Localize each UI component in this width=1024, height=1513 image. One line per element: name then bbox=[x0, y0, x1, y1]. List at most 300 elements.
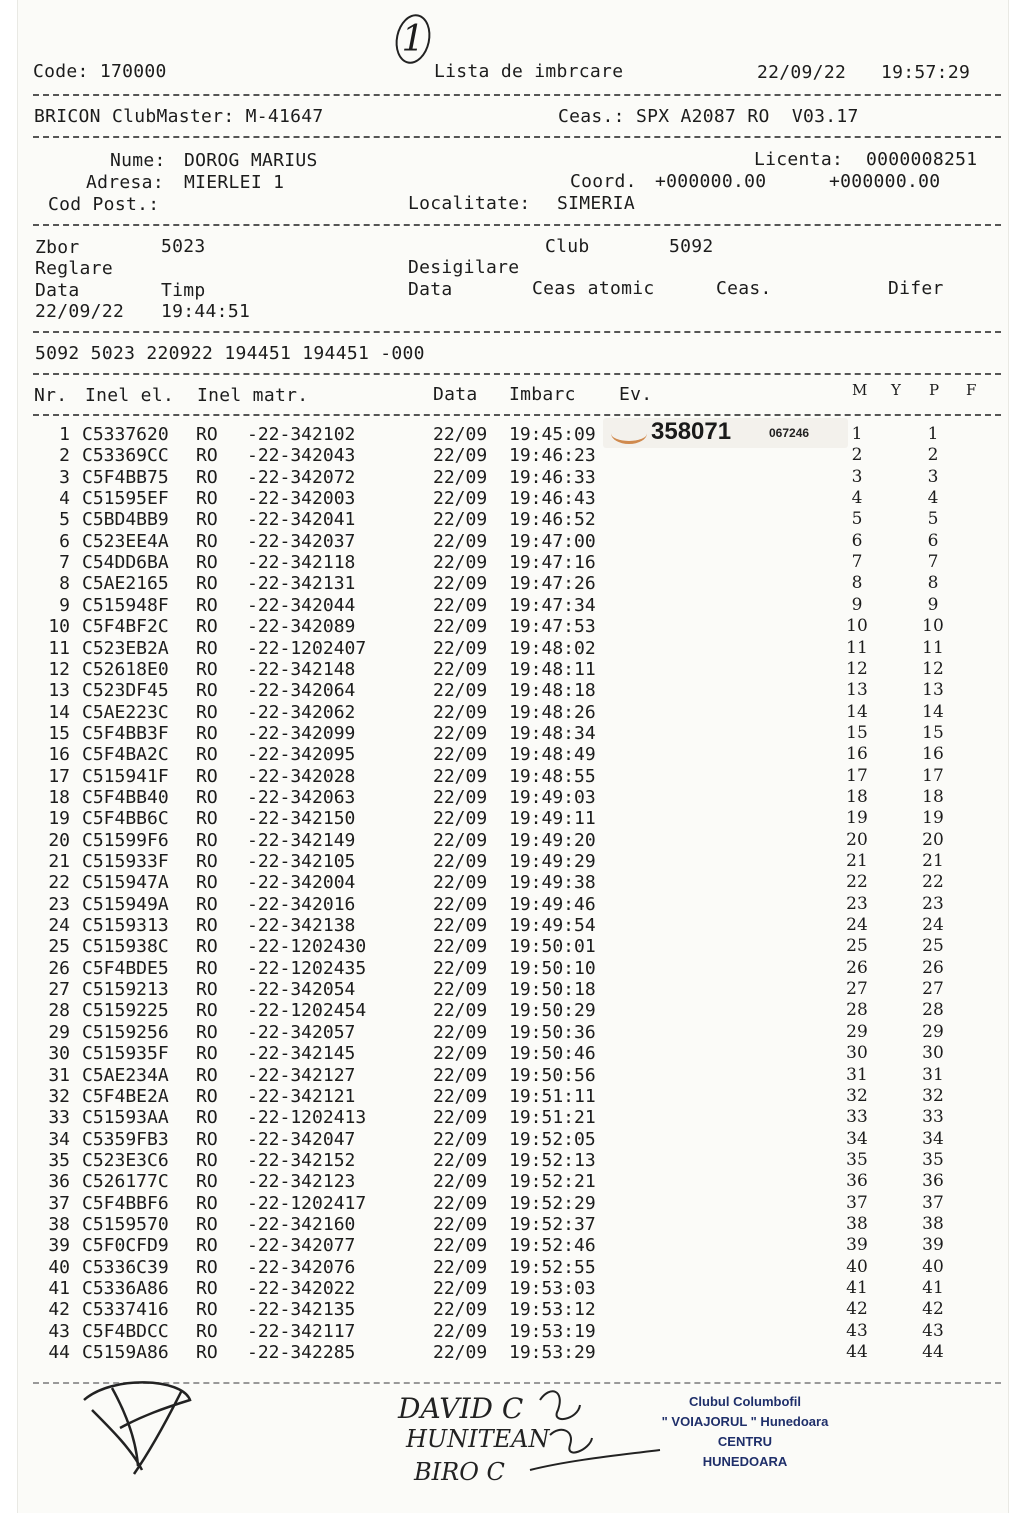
address-label: Adresa: bbox=[86, 172, 164, 193]
device-info: BRICON ClubMaster: M-41647 bbox=[34, 106, 324, 127]
p-value: 43 bbox=[922, 1320, 944, 1341]
separator bbox=[33, 136, 1001, 138]
ring-number: -22-342072 bbox=[247, 466, 356, 488]
table-row bbox=[0, 979, 1024, 1000]
ring-country: RO bbox=[196, 744, 218, 766]
row-number: 34 bbox=[48, 1128, 70, 1150]
p-value: 19 bbox=[922, 808, 944, 829]
p-value: 13 bbox=[922, 680, 944, 701]
basket-time: 19:52:13 bbox=[509, 1149, 596, 1171]
basket-time: 19:52:46 bbox=[509, 1235, 596, 1257]
m-value: 21 bbox=[846, 851, 868, 871]
ring-country: RO bbox=[196, 1171, 218, 1193]
m-value: 18 bbox=[846, 786, 868, 807]
table-row bbox=[0, 1022, 1024, 1043]
ring-number: -22-1202413 bbox=[247, 1107, 367, 1129]
ring-number: -22-342099 bbox=[247, 722, 356, 744]
table-row bbox=[0, 958, 1024, 979]
ring-number: -22-1202430 bbox=[247, 936, 367, 958]
p-value: 37 bbox=[922, 1192, 944, 1213]
col-data: Data bbox=[433, 384, 478, 405]
data-label: Data bbox=[35, 280, 80, 301]
m-value: 4 bbox=[851, 488, 863, 509]
seal-number: 358071 bbox=[651, 418, 732, 445]
p-value: 36 bbox=[922, 1171, 944, 1192]
basket-date: 22/09 bbox=[433, 1299, 488, 1321]
p-value: 17 bbox=[922, 765, 944, 786]
basket-time: 19:53:29 bbox=[509, 1342, 596, 1364]
p-value: 1 bbox=[927, 424, 939, 444]
separator bbox=[33, 94, 1001, 96]
table-row bbox=[0, 488, 1024, 509]
ring-country: RO bbox=[196, 1320, 218, 1342]
ring-country: RO bbox=[196, 765, 218, 787]
ring-country: RO bbox=[196, 915, 218, 937]
ring-country: RO bbox=[196, 786, 218, 808]
m-value: 11 bbox=[846, 637, 868, 658]
table-row bbox=[0, 702, 1024, 723]
ring-number: -22-342095 bbox=[247, 744, 356, 766]
row-number: 15 bbox=[48, 722, 70, 744]
security-seal-label bbox=[603, 418, 848, 448]
table-row bbox=[0, 1321, 1024, 1342]
club-stamp-line-1: Clubul Columbofil bbox=[689, 1394, 801, 1409]
p-value: 35 bbox=[922, 1149, 944, 1170]
basket-time: 19:46:33 bbox=[509, 466, 596, 488]
electronic-ring: C5159213 bbox=[82, 979, 169, 1001]
basket-date: 22/09 bbox=[433, 1235, 488, 1257]
ring-number: -22-342041 bbox=[247, 509, 356, 531]
basket-time: 19:51:21 bbox=[509, 1107, 596, 1129]
col-ev: Ev. bbox=[619, 384, 653, 405]
col-p: P bbox=[929, 381, 940, 399]
zbor-value: 5023 bbox=[161, 236, 206, 257]
row-number: 13 bbox=[48, 680, 70, 702]
electronic-ring: C5F4BB3F bbox=[82, 722, 169, 744]
basket-date: 22/09 bbox=[433, 573, 488, 595]
row-number: 35 bbox=[48, 1149, 70, 1171]
ring-country: RO bbox=[196, 1192, 218, 1214]
basket-date: 22/09 bbox=[433, 744, 488, 766]
electronic-ring: C53369CC bbox=[82, 445, 169, 467]
club-value: 5092 bbox=[669, 236, 714, 257]
ring-number: -22-342004 bbox=[247, 872, 356, 894]
basket-date: 22/09 bbox=[433, 1320, 488, 1342]
basket-date: 22/09 bbox=[433, 530, 488, 552]
ring-number: -22-342135 bbox=[247, 1299, 356, 1321]
ring-number: -22-342022 bbox=[247, 1278, 356, 1299]
col-y: Y bbox=[891, 381, 901, 399]
basket-date: 22/09 bbox=[433, 637, 488, 659]
basket-date: 22/09 bbox=[433, 424, 488, 445]
basket-date: 22/09 bbox=[433, 658, 488, 680]
row-number: 10 bbox=[48, 616, 70, 638]
p-value: 41 bbox=[922, 1278, 944, 1298]
set-time: 19:44:51 bbox=[161, 301, 251, 322]
table-row bbox=[0, 616, 1024, 637]
row-number: 1 bbox=[59, 424, 70, 445]
basket-time: 19:50:29 bbox=[509, 1000, 596, 1022]
m-value: 43 bbox=[846, 1320, 868, 1341]
ring-number: -22-342105 bbox=[247, 851, 356, 872]
p-value: 33 bbox=[922, 1107, 944, 1128]
table-row bbox=[0, 638, 1024, 659]
locality: SIMERIA bbox=[557, 193, 635, 214]
table-row bbox=[0, 808, 1024, 829]
electronic-ring: C5F4BB75 bbox=[82, 466, 169, 488]
data2-label: Data bbox=[408, 279, 453, 300]
basket-date: 22/09 bbox=[433, 808, 488, 830]
table-row bbox=[0, 766, 1024, 787]
ring-country: RO bbox=[196, 1085, 218, 1107]
m-value: 3 bbox=[851, 466, 863, 487]
table-row bbox=[0, 1129, 1024, 1150]
electronic-ring: C5337416 bbox=[82, 1299, 169, 1321]
p-value: 39 bbox=[922, 1235, 944, 1256]
ring-country: RO bbox=[196, 1213, 218, 1235]
row-number: 6 bbox=[59, 530, 70, 552]
code-line: 5092 5023 220922 194451 194451 -000 bbox=[35, 343, 425, 364]
ring-country: RO bbox=[196, 851, 218, 872]
p-value: 32 bbox=[922, 1085, 944, 1106]
row-number: 16 bbox=[48, 744, 70, 766]
table-row bbox=[0, 744, 1024, 765]
p-value: 7 bbox=[927, 552, 939, 573]
club-stamp bbox=[620, 1392, 870, 1472]
row-number: 31 bbox=[48, 1064, 70, 1086]
seal-mark bbox=[611, 423, 647, 444]
row-number: 4 bbox=[59, 488, 70, 510]
m-value: 2 bbox=[851, 445, 863, 466]
separator bbox=[33, 414, 1001, 416]
m-value: 10 bbox=[846, 616, 868, 637]
electronic-ring: C523EB2A bbox=[82, 637, 169, 659]
ring-country: RO bbox=[196, 466, 218, 488]
basket-time: 19:48:18 bbox=[509, 680, 596, 702]
row-number: 22 bbox=[48, 872, 70, 894]
row-number: 32 bbox=[48, 1085, 70, 1107]
electronic-ring: C54DD6BA bbox=[82, 552, 169, 574]
ring-country: RO bbox=[196, 701, 218, 723]
ring-country: RO bbox=[196, 1256, 218, 1278]
row-number: 12 bbox=[48, 658, 70, 680]
ring-number: -22-1202435 bbox=[247, 957, 367, 979]
row-number: 18 bbox=[48, 786, 70, 808]
table-row bbox=[0, 445, 1024, 466]
m-value: 36 bbox=[846, 1171, 868, 1192]
ring-number: -22-342102 bbox=[247, 424, 356, 445]
row-number: 24 bbox=[48, 915, 70, 937]
row-number: 3 bbox=[59, 466, 70, 488]
basket-date: 22/09 bbox=[433, 1000, 488, 1022]
m-value: 28 bbox=[846, 1000, 868, 1021]
row-number: 42 bbox=[48, 1299, 70, 1321]
electronic-ring: C523EE4A bbox=[82, 530, 169, 552]
basket-time: 19:47:26 bbox=[509, 573, 596, 595]
p-value: 21 bbox=[922, 851, 944, 871]
basket-time: 19:51:11 bbox=[509, 1085, 596, 1107]
club-stamp-line-4: HUNEDOARA bbox=[702, 1454, 788, 1469]
electronic-ring: C5BD4BB9 bbox=[82, 509, 169, 531]
electronic-ring: C5F4BDCC bbox=[82, 1320, 169, 1342]
basket-time: 19:49:46 bbox=[509, 893, 596, 915]
basket-time: 19:53:12 bbox=[509, 1299, 596, 1321]
electronic-ring: C5159313 bbox=[82, 915, 169, 937]
table-row bbox=[0, 1150, 1024, 1171]
ring-country: RO bbox=[196, 1021, 218, 1043]
table-row bbox=[0, 509, 1024, 530]
electronic-ring: C5F4BF2C bbox=[82, 616, 169, 638]
timp-label: Timp bbox=[161, 280, 206, 301]
table-row bbox=[0, 1278, 1024, 1299]
basket-date: 22/09 bbox=[433, 488, 488, 510]
electronic-ring: C52618E0 bbox=[82, 658, 169, 680]
p-value: 6 bbox=[927, 530, 939, 551]
electronic-ring: C515948F bbox=[82, 594, 169, 616]
p-value: 23 bbox=[922, 893, 944, 914]
electronic-ring: C5F4BB40 bbox=[82, 786, 169, 808]
basket-time: 19:49:38 bbox=[509, 872, 596, 894]
ring-number: -22-342064 bbox=[247, 680, 356, 702]
m-value: 25 bbox=[846, 936, 868, 957]
ring-number: -22-342121 bbox=[247, 1085, 356, 1107]
zbor-label: Zbor bbox=[35, 237, 80, 258]
p-value: 10 bbox=[922, 616, 944, 637]
difference-label: Difer bbox=[888, 278, 944, 299]
desigilare-label: Desigilare bbox=[408, 257, 520, 278]
basket-date: 22/09 bbox=[433, 936, 488, 958]
basket-time: 19:48:02 bbox=[509, 637, 596, 659]
table-row bbox=[0, 680, 1024, 701]
m-value: 27 bbox=[846, 979, 868, 1000]
ring-country: RO bbox=[196, 1128, 218, 1150]
signature-line-3: BIRO C bbox=[414, 1458, 505, 1486]
table-row bbox=[0, 595, 1024, 616]
signature-line-2: HUNITEAN bbox=[406, 1425, 550, 1453]
row-number: 29 bbox=[48, 1021, 70, 1043]
m-value: 14 bbox=[846, 701, 868, 722]
ring-country: RO bbox=[196, 1342, 218, 1364]
basket-time: 19:52:21 bbox=[509, 1171, 596, 1193]
electronic-ring: C51599F6 bbox=[82, 829, 169, 851]
m-value: 30 bbox=[846, 1043, 868, 1064]
ring-number: -22-342076 bbox=[247, 1256, 356, 1278]
ring-number: -22-342127 bbox=[247, 1064, 356, 1086]
basket-time: 19:48:11 bbox=[509, 658, 596, 680]
row-number: 41 bbox=[48, 1278, 70, 1299]
p-value: 9 bbox=[927, 594, 939, 615]
p-value: 38 bbox=[922, 1213, 944, 1234]
basket-date: 22/09 bbox=[433, 829, 488, 851]
row-number: 19 bbox=[48, 808, 70, 830]
ring-country: RO bbox=[196, 979, 218, 1001]
table-row bbox=[0, 894, 1024, 915]
circle-mark bbox=[391, 11, 435, 67]
table-row bbox=[0, 723, 1024, 744]
row-number: 43 bbox=[48, 1320, 70, 1342]
m-value: 34 bbox=[846, 1128, 868, 1149]
p-value: 42 bbox=[922, 1299, 944, 1320]
separator bbox=[33, 373, 1001, 375]
ring-number: -22-342138 bbox=[247, 915, 356, 937]
clock-info: Ceas.: SPX A2087 RO V03.17 bbox=[558, 106, 859, 127]
col-inel-el: Inel el. bbox=[85, 385, 175, 406]
table-row bbox=[0, 1043, 1024, 1064]
set-date: 22/09/22 bbox=[35, 301, 125, 322]
basket-time: 19:49:29 bbox=[509, 851, 596, 872]
coord-2: +000000.00 bbox=[829, 171, 941, 192]
handwritten-number-text: 1 bbox=[401, 18, 425, 60]
p-value: 44 bbox=[922, 1342, 944, 1363]
basket-time: 19:52:29 bbox=[509, 1192, 596, 1214]
row-number: 17 bbox=[48, 765, 70, 787]
ring-number: -22-342047 bbox=[247, 1128, 356, 1150]
electronic-ring: C5F0CFD9 bbox=[82, 1235, 169, 1257]
ring-country: RO bbox=[196, 829, 218, 851]
basket-time: 19:50:18 bbox=[509, 979, 596, 1001]
m-value: 44 bbox=[846, 1342, 868, 1363]
table-row bbox=[0, 1107, 1024, 1128]
ring-country: RO bbox=[196, 808, 218, 830]
ring-country: RO bbox=[196, 424, 218, 445]
basket-time: 19:46:52 bbox=[509, 509, 596, 531]
basket-date: 22/09 bbox=[433, 552, 488, 574]
electronic-ring: C5F4BE2A bbox=[82, 1085, 169, 1107]
basket-date: 22/09 bbox=[433, 1085, 488, 1107]
ring-number: -22-342037 bbox=[247, 530, 356, 552]
ring-country: RO bbox=[196, 488, 218, 510]
p-value: 29 bbox=[922, 1021, 944, 1042]
ring-number: -22-342150 bbox=[247, 808, 356, 830]
basket-time: 19:46:23 bbox=[509, 445, 596, 467]
table-row bbox=[0, 1214, 1024, 1235]
ring-country: RO bbox=[196, 872, 218, 894]
p-value: 11 bbox=[922, 637, 944, 658]
row-number: 37 bbox=[48, 1192, 70, 1214]
p-value: 28 bbox=[922, 1000, 944, 1021]
row-number: 33 bbox=[48, 1107, 70, 1129]
col-m: M bbox=[852, 381, 868, 399]
ring-country: RO bbox=[196, 893, 218, 915]
ring-country: RO bbox=[196, 594, 218, 616]
ring-number: -22-342063 bbox=[247, 786, 356, 808]
ring-number: -22-1202454 bbox=[247, 1000, 367, 1022]
basket-time: 19:46:43 bbox=[509, 488, 596, 510]
m-value: 35 bbox=[846, 1149, 868, 1170]
basket-date: 22/09 bbox=[433, 594, 488, 616]
basket-date: 22/09 bbox=[433, 445, 488, 467]
table-row bbox=[0, 872, 1024, 893]
m-value: 6 bbox=[851, 530, 863, 551]
licence-label: Licenta: bbox=[754, 149, 844, 170]
basket-date: 22/09 bbox=[433, 979, 488, 1001]
table-row bbox=[0, 531, 1024, 552]
p-value: 22 bbox=[922, 872, 944, 893]
table-row bbox=[0, 936, 1024, 957]
table-row bbox=[0, 1342, 1024, 1363]
basket-date: 22/09 bbox=[433, 893, 488, 915]
row-number: 38 bbox=[48, 1213, 70, 1235]
m-value: 31 bbox=[846, 1064, 868, 1085]
m-value: 20 bbox=[846, 829, 868, 850]
m-value: 24 bbox=[846, 915, 868, 936]
p-value: 3 bbox=[927, 466, 939, 487]
separator bbox=[33, 224, 1001, 226]
basket-time: 19:48:34 bbox=[509, 722, 596, 744]
ring-number: -22-342131 bbox=[247, 573, 356, 595]
basket-date: 22/09 bbox=[433, 616, 488, 638]
table-row bbox=[0, 1299, 1024, 1320]
ring-number: -22-342054 bbox=[247, 979, 356, 1001]
basket-date: 22/09 bbox=[433, 1149, 488, 1171]
m-value: 23 bbox=[846, 893, 868, 914]
p-value: 14 bbox=[922, 701, 944, 722]
basket-time: 19:50:36 bbox=[509, 1021, 596, 1043]
basket-time: 19:50:56 bbox=[509, 1064, 596, 1086]
basket-time: 19:49:11 bbox=[509, 808, 596, 830]
m-value: 22 bbox=[846, 872, 868, 893]
ring-number: -22-342149 bbox=[247, 829, 356, 851]
ring-country: RO bbox=[196, 722, 218, 744]
col-nr: Nr. bbox=[34, 385, 68, 406]
p-value: 24 bbox=[922, 915, 944, 936]
ring-country: RO bbox=[196, 573, 218, 595]
seal-small-number: 067246 bbox=[769, 426, 810, 440]
signature-scribble bbox=[72, 1370, 212, 1480]
ring-number: -22-342077 bbox=[247, 1235, 356, 1257]
row-number: 36 bbox=[48, 1171, 70, 1193]
electronic-ring: C5359FB3 bbox=[82, 1128, 169, 1150]
basket-date: 22/09 bbox=[433, 765, 488, 787]
document-title: Lista de imbrcare bbox=[434, 61, 624, 82]
basket-date: 22/09 bbox=[433, 1192, 488, 1214]
m-value: 41 bbox=[846, 1278, 868, 1298]
club-stamp-line-3: CENTRU bbox=[717, 1434, 773, 1449]
basket-time: 19:53:03 bbox=[509, 1278, 596, 1299]
electronic-ring: C5AE234A bbox=[82, 1064, 169, 1086]
ring-number: -22-342089 bbox=[247, 616, 356, 638]
p-value: 18 bbox=[922, 786, 944, 807]
row-number: 40 bbox=[48, 1256, 70, 1278]
m-value: 12 bbox=[846, 658, 868, 679]
basket-time: 19:45:09 bbox=[509, 424, 596, 445]
m-value: 9 bbox=[851, 594, 863, 615]
ring-number: -22-342057 bbox=[247, 1021, 356, 1043]
handwritten-page-number bbox=[396, 14, 430, 64]
ring-country: RO bbox=[196, 1064, 218, 1086]
basket-date: 22/09 bbox=[433, 851, 488, 872]
row-number: 26 bbox=[48, 957, 70, 979]
electronic-ring: C51595EF bbox=[82, 488, 169, 510]
electronic-ring: C515938C bbox=[82, 936, 169, 958]
col-inel-matr: Inel matr. bbox=[197, 385, 309, 406]
basket-time: 19:49:54 bbox=[509, 915, 596, 937]
electronic-ring: C515947A bbox=[82, 872, 169, 894]
m-value: 17 bbox=[846, 765, 868, 786]
table-row bbox=[0, 1257, 1024, 1278]
m-value: 16 bbox=[846, 744, 868, 765]
basket-time: 19:48:49 bbox=[509, 744, 596, 766]
owner-name: DOROG MARIUS bbox=[184, 150, 318, 171]
m-value: 40 bbox=[846, 1256, 868, 1277]
basket-time: 19:48:26 bbox=[509, 701, 596, 723]
basket-time: 19:47:53 bbox=[509, 616, 596, 638]
basket-time: 19:48:55 bbox=[509, 765, 596, 787]
electronic-ring: C5159A86 bbox=[82, 1342, 169, 1364]
ring-country: RO bbox=[196, 530, 218, 552]
m-value: 32 bbox=[846, 1085, 868, 1106]
electronic-ring: C51593AA bbox=[82, 1107, 169, 1129]
